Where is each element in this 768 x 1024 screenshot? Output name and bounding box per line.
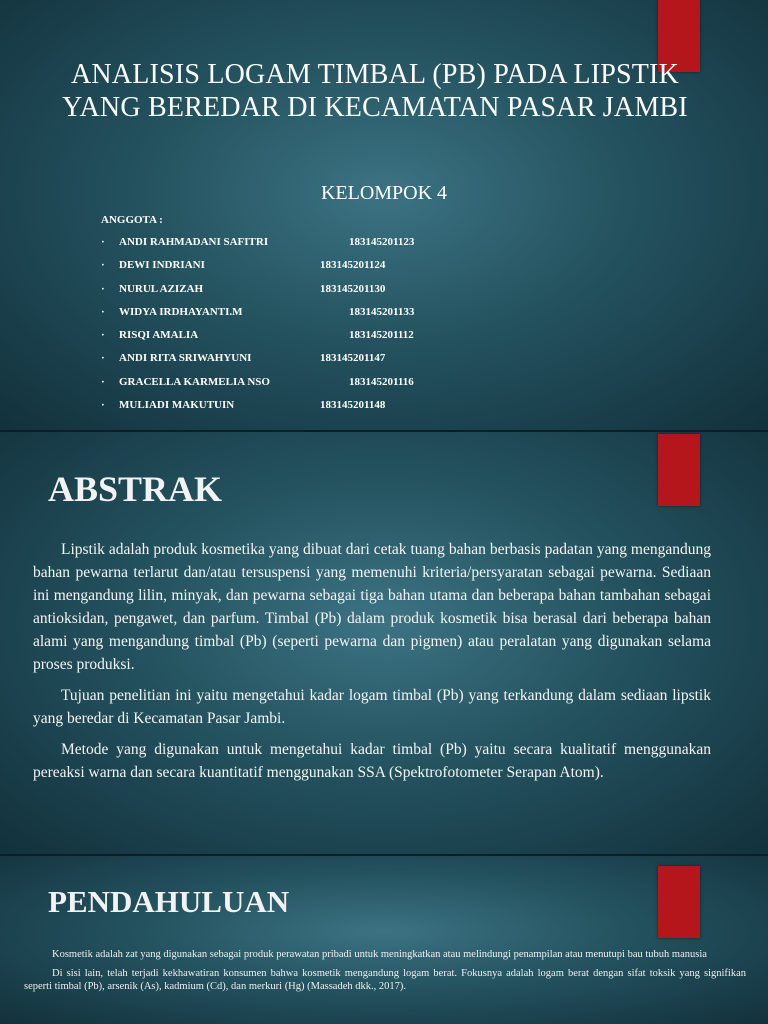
abstract-paragraph: Metode yang digunakan untuk mengetahui kadar timbal (Pb) yaitu secara kualitatif menggunakan pereaksi warna dan secara kuantitatif menggunakan SSA (Spektrofotometer Serapan Atom). <box>33 741 711 781</box>
bullet-icon: · <box>101 352 105 365</box>
slide-title: ANALISIS LOGAM TIMBAL (PB) PADA LIPSTIK YANG BEREDAR DI KECAMATAN PASAR JAMBI <box>62 59 688 123</box>
member-id: 183145201112 <box>349 329 414 342</box>
member-id: 183145201123 <box>349 236 415 248</box>
abstract-heading: ABSTRAK <box>48 469 223 509</box>
member-name: ANDI RAHMADANI SAFITRI <box>119 236 269 248</box>
member-row <box>101 306 561 329</box>
member-row <box>101 352 561 375</box>
group-label: KELOMPOK 4 <box>320 182 448 204</box>
members-label: ANGGOTA : <box>101 214 163 226</box>
member-name: DEWI INDRIANI <box>119 259 205 272</box>
introduction-body <box>24 948 746 999</box>
introduction-heading: PENDAHULUAN <box>48 884 290 919</box>
abstract-slide <box>0 432 768 854</box>
member-name: ANDI RITA SRIWAHYUNI <box>119 352 252 365</box>
member-id: 183145201148 <box>320 399 386 412</box>
bullet-icon: · <box>101 259 105 272</box>
member-row <box>101 399 561 422</box>
member-name: NURUL AZIZAH <box>119 282 204 295</box>
red-accent-bar <box>658 434 700 506</box>
member-id: 183145201124 <box>320 259 386 272</box>
member-row <box>101 329 561 352</box>
bullet-icon: · <box>101 305 105 318</box>
bullet-icon: · <box>101 282 105 295</box>
member-row <box>101 283 561 306</box>
member-id: 183145201133 <box>349 305 415 318</box>
member-row <box>101 259 561 282</box>
abstract-paragraph: Tujuan penelitian ini yaitu mengetahui kadar logam timbal (Pb) yang terkandung dalam sediaan lipstik yang beredar di Kecamatan Pasar Jambi. <box>33 687 711 727</box>
member-id: 183145201147 <box>320 352 386 365</box>
abstract-body <box>33 538 711 792</box>
bullet-icon: · <box>101 399 105 412</box>
member-id: 183145201130 <box>320 282 386 295</box>
title-slide <box>0 0 768 430</box>
member-id: 183145201116 <box>349 375 414 388</box>
member-row <box>101 236 561 259</box>
member-name: WIDYA IRDHAYANTI.M <box>119 305 243 318</box>
introduction-paragraph: Di sisi lain, telah terjadi kekhawatiran konsumen bahwa kosmetik mengandung logam berat. Fokusnya adalah logam berat dengan sifat toksik yang signifikan seperti timbal (Pb), arsenik (As), kadmium (Cd), dan merkuri (Hg) (Massadeh dkk., 2017). <box>24 968 746 992</box>
red-accent-bar <box>658 866 700 938</box>
bullet-icon: · <box>101 375 105 388</box>
introduction-paragraph: Kosmetik adalah zat yang digunakan sebagai produk perawatan pribadi untuk meningkatkan atau melindungi penampilan atau menutupi bau tubuh manusia <box>52 949 707 960</box>
member-name: RISQI AMALIA <box>119 329 199 342</box>
bullet-icon: · <box>101 236 105 248</box>
bullet-icon: · <box>101 329 105 342</box>
introduction-slide <box>0 856 768 1024</box>
abstract-paragraph: Lipstik adalah produk kosmetika yang dibuat dari cetak tuang bahan berbasis padatan yang mengandung bahan pewarna terlarut dan/atau tersuspensi yang memenuhi kriteria/persyaratan sebagai pewarna. Sediaan ini mengandung lilin, minyak, dan pewarna sebagai tiga bahan utama dan beberapa bahan tambahan sebagai antioksidan, pengawet, dan parfum. Timbal (Pb) dalam produk kosmetik bisa berasal dari beberapa bahan alami yang mengandung timbal (Pb) (seperti pewarna dan pigmen) atau peralatan yang digunakan selama proses produksi. <box>33 541 711 673</box>
member-row <box>101 376 561 399</box>
members-list <box>101 236 561 422</box>
member-name: GRACELLA KARMELIA NSO <box>119 375 270 388</box>
member-name: MULIADI MAKUTUIN <box>119 399 235 412</box>
